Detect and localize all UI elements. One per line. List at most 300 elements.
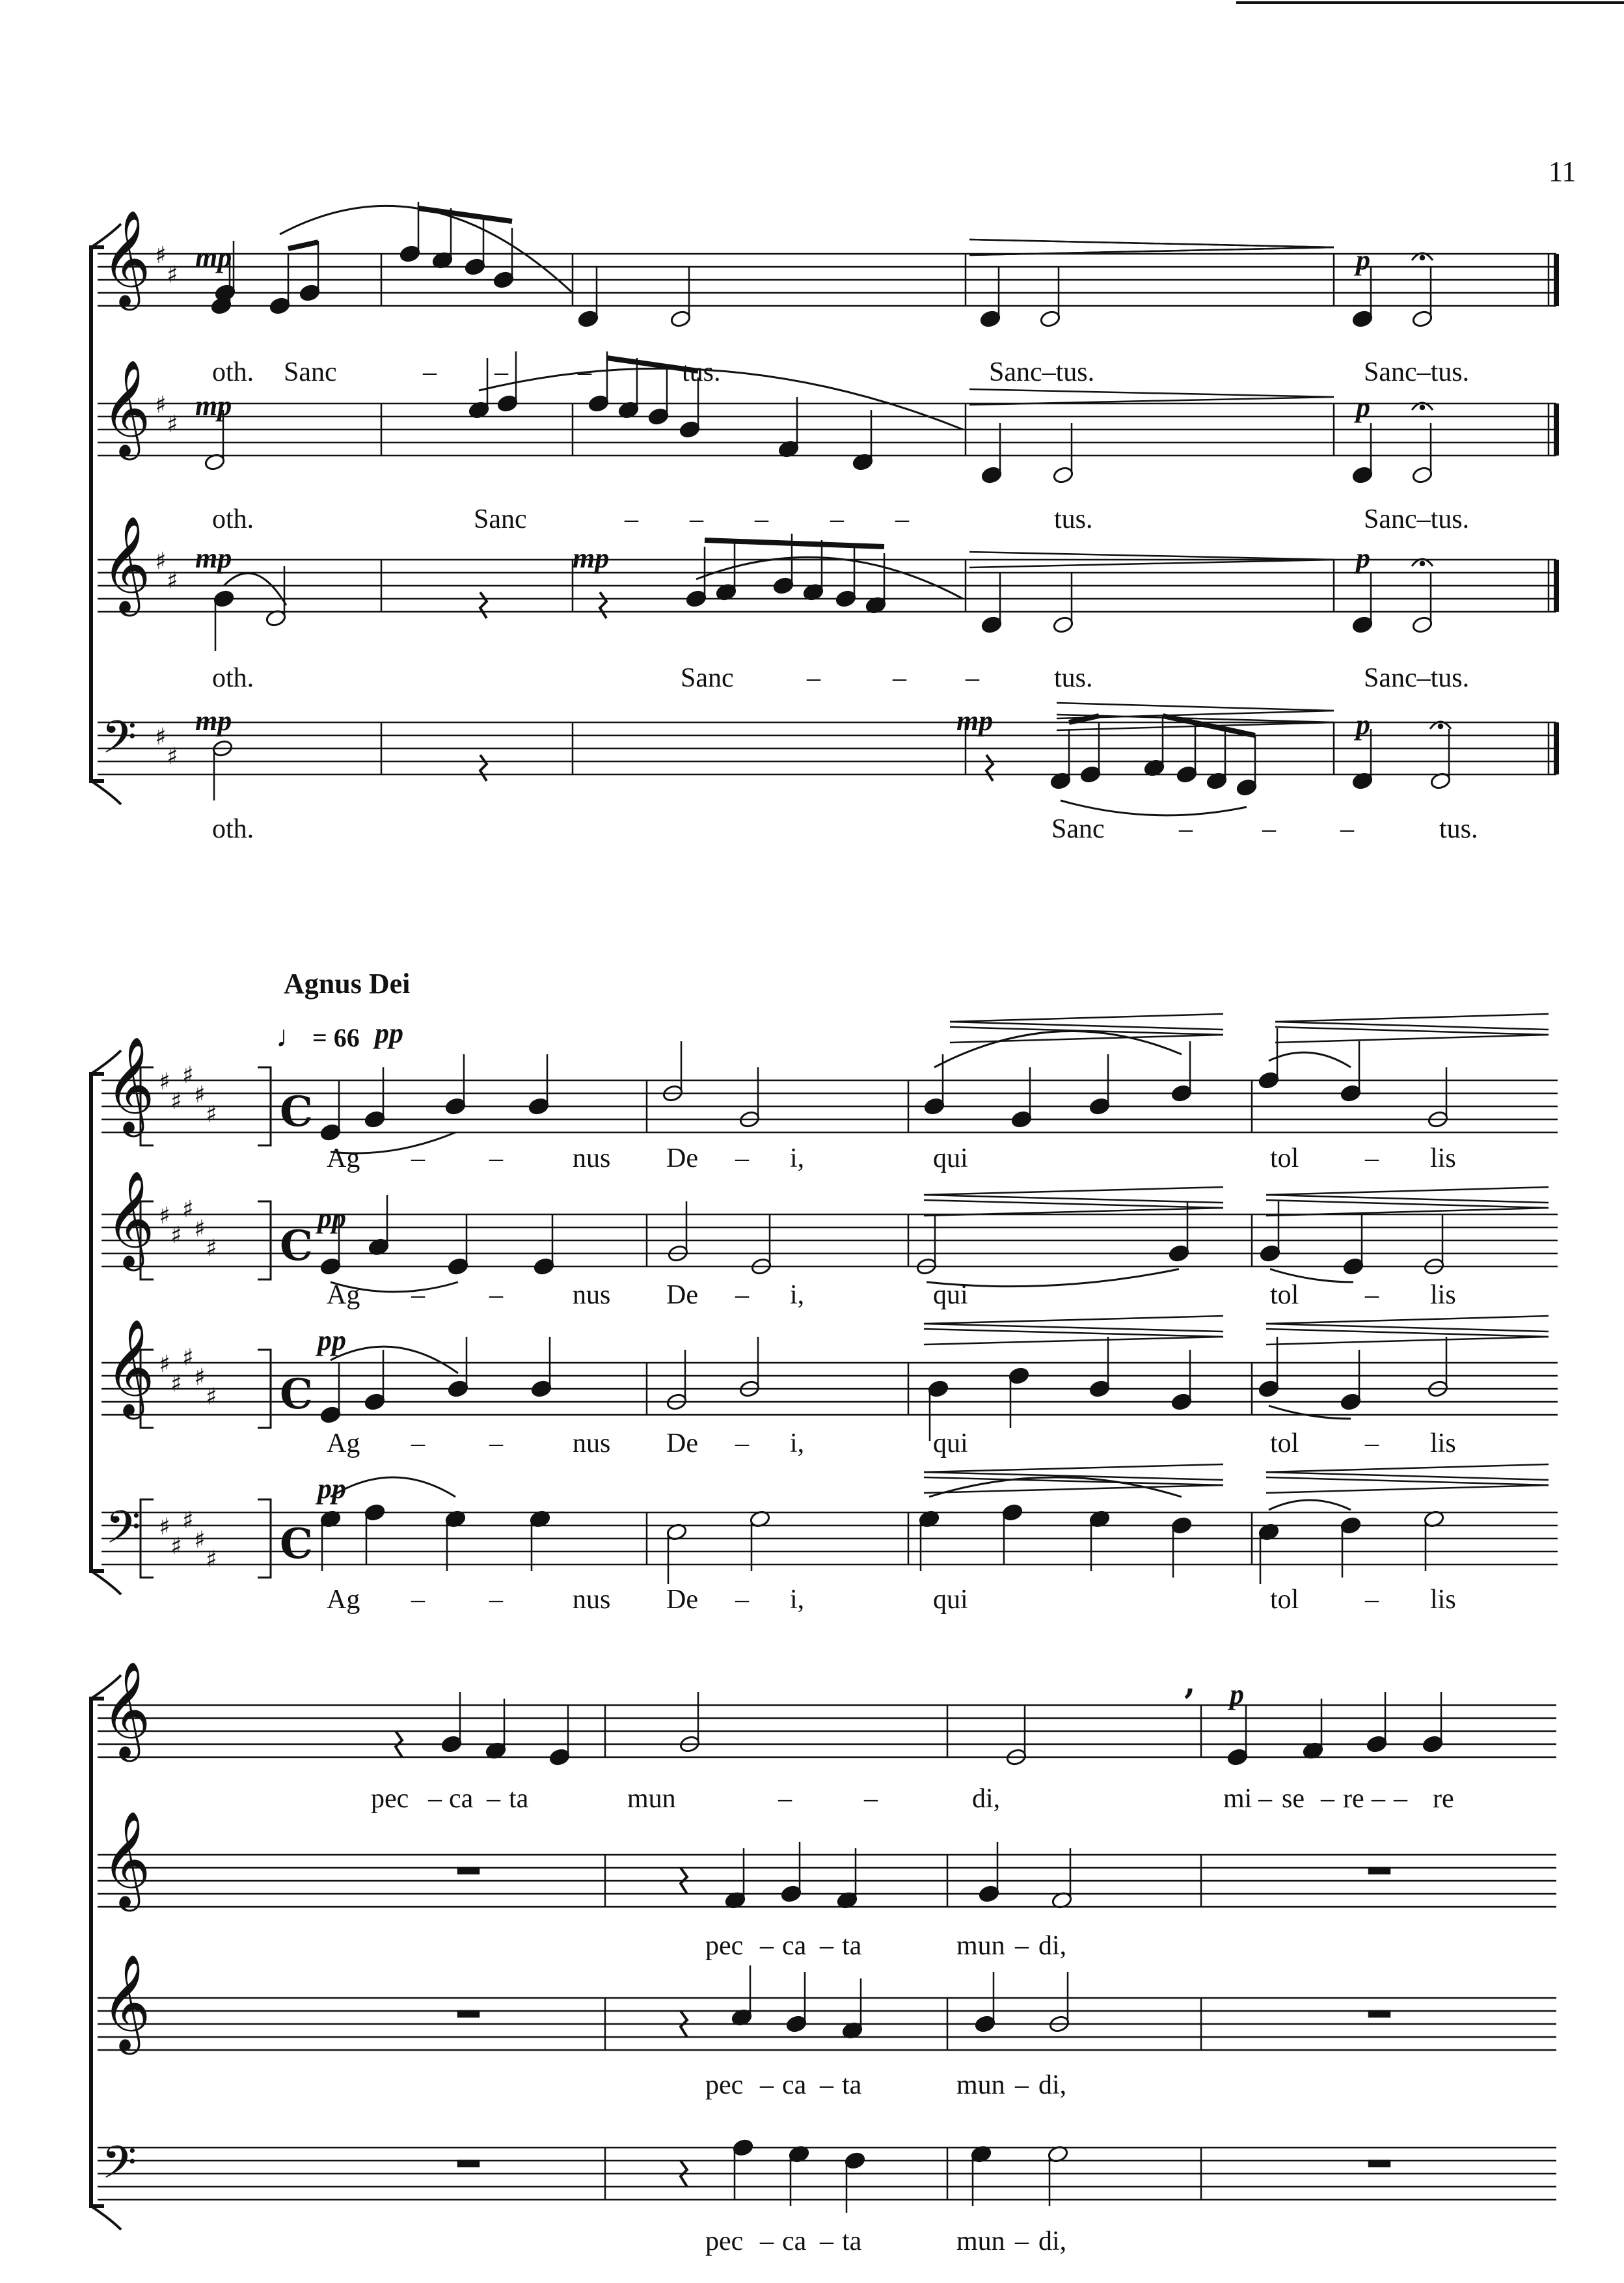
- lyric-syllable: –: [489, 1143, 503, 1173]
- lyric-syllable: Ag: [327, 1585, 360, 1615]
- note-head: [319, 1406, 341, 1424]
- slur: [1269, 1052, 1351, 1067]
- lyric-syllable: re: [1343, 1784, 1364, 1814]
- lyric-syllable: pec: [371, 1784, 409, 1814]
- lyric-syllable: –: [830, 504, 844, 534]
- lyric-syllable: tol: [1270, 1280, 1299, 1310]
- note-head: [1176, 765, 1197, 784]
- system-bracket: [91, 247, 104, 781]
- lyric-syllable: nus: [573, 1280, 611, 1310]
- sharp-sign: ♯: [155, 392, 167, 418]
- note-head: [1411, 466, 1433, 484]
- treble-clef: 𝄞: [105, 1036, 155, 1133]
- sharp-sign: ♯: [182, 1196, 194, 1223]
- note-head: [835, 590, 856, 608]
- lyric-syllable: tol: [1270, 1143, 1299, 1173]
- lyric-syllable: –: [735, 1143, 749, 1173]
- note-head: [213, 590, 234, 608]
- note-head: [1052, 616, 1074, 634]
- note-head: [530, 1380, 552, 1398]
- lyric-syllable: –: [487, 1784, 500, 1814]
- note-head: [269, 297, 290, 315]
- lyric-syllable: –: [820, 2226, 833, 2256]
- treble-clef: 𝄞: [102, 1661, 151, 1758]
- lyric-syllable: –: [864, 1784, 878, 1814]
- slur: [927, 1269, 1179, 1287]
- sharp-sign: ♯: [159, 1203, 170, 1229]
- lyric-syllable: –: [820, 2070, 833, 2100]
- note-head: [732, 2139, 753, 2157]
- sharp-sign: ♯: [155, 242, 167, 269]
- dynamic-mark: mp: [573, 542, 610, 574]
- page-number: 11: [1549, 156, 1577, 187]
- sharp-sign: ♯: [159, 1351, 170, 1378]
- slur: [331, 1132, 455, 1153]
- sharp-sign: ♯: [194, 1364, 206, 1391]
- note-head: [1171, 1393, 1192, 1411]
- quarter-rest: [600, 592, 606, 618]
- note-head: [1340, 1084, 1361, 1102]
- note-head: [979, 310, 1001, 328]
- lyric-syllable: –: [690, 504, 703, 534]
- lyric-syllable: –: [1340, 814, 1354, 844]
- lyric-syllable: ca: [782, 2070, 807, 2100]
- lyric-syllable: –: [411, 1585, 425, 1615]
- lyric-syllable: lis: [1430, 1585, 1456, 1615]
- lyric-syllable: Ag: [327, 1143, 360, 1173]
- lyric-syllable: –: [893, 663, 906, 693]
- note-head: [464, 258, 485, 276]
- quarter-note-icon: ♩: [276, 1020, 306, 1053]
- lyric-syllable: lis: [1430, 1429, 1456, 1458]
- note-head: [974, 2015, 995, 2033]
- note-head: [1171, 1516, 1192, 1535]
- note-head: [1226, 1748, 1248, 1766]
- lyric-syllable: Ag: [327, 1280, 360, 1310]
- treble-clef: 𝄞: [102, 1811, 151, 1907]
- sharp-sign: ♯: [206, 1235, 217, 1262]
- note-head: [923, 1097, 945, 1115]
- sharp-sign: ♯: [170, 1371, 182, 1397]
- hairpin: [969, 552, 1334, 560]
- lyric-syllable: Sanc–tus.: [989, 357, 1095, 387]
- lyric-syllable: –: [760, 2226, 774, 2256]
- lyric-syllable: De: [666, 1280, 698, 1310]
- lyric-syllable: tus.: [1054, 504, 1093, 534]
- sharp-sign: ♯: [167, 262, 178, 288]
- lyric-syllable: Sanc: [284, 357, 337, 387]
- lyric-syllable: re: [1433, 1784, 1454, 1814]
- lyric-syllable: –: [1179, 814, 1193, 844]
- note-head: [588, 394, 609, 413]
- lyric-syllable: mi: [1223, 1784, 1252, 1814]
- lyric-syllable: qui: [933, 1429, 968, 1458]
- lyric-syllable: –: [411, 1280, 425, 1310]
- sharp-sign: ♯: [155, 548, 167, 575]
- note-head: [1351, 616, 1373, 634]
- hairpin: [924, 1187, 1223, 1195]
- quarter-rest: [986, 755, 993, 781]
- lyric-syllable: oth.: [212, 663, 254, 693]
- sharp-sign: ♯: [159, 1069, 170, 1095]
- bracket-hook: [91, 1571, 121, 1594]
- slur: [331, 1477, 455, 1497]
- note-head: [493, 271, 514, 289]
- sharp-sign: ♯: [170, 1088, 182, 1115]
- lyric-syllable: –: [807, 663, 820, 693]
- note-head: [1258, 1071, 1279, 1089]
- lyric-syllable: ca: [449, 1784, 474, 1814]
- lyric-syllable: ta: [842, 2070, 862, 2100]
- whole-rest: [1369, 2011, 1390, 2017]
- lyric-syllable: nus: [573, 1585, 611, 1615]
- dynamic-mark: mp: [956, 705, 994, 737]
- treble-clef: 𝄞: [102, 1954, 151, 2051]
- lyric-syllable: Sanc: [1051, 814, 1105, 844]
- note-head: [772, 577, 794, 595]
- sharp-sign: ♯: [194, 1216, 206, 1242]
- dynamic-mark: p: [1356, 391, 1370, 423]
- slur: [224, 573, 286, 605]
- note-head: [1340, 1516, 1361, 1535]
- hairpin: [1266, 1485, 1549, 1493]
- treble-clef: 𝄞: [105, 1319, 155, 1415]
- sharp-sign: ♯: [170, 1533, 182, 1560]
- note-head: [1008, 1367, 1029, 1385]
- slur: [331, 1282, 458, 1292]
- lyric-syllable: –: [1365, 1585, 1379, 1615]
- note-head: [364, 1110, 385, 1128]
- sharp-sign: ♯: [182, 1062, 194, 1089]
- lyric-syllable: –: [489, 1280, 503, 1310]
- lyric-syllable: Sanc–tus.: [1364, 663, 1470, 693]
- tempo-value: = 66: [312, 1023, 360, 1052]
- hairpin: [924, 1464, 1223, 1472]
- note-head: [1259, 1244, 1280, 1263]
- treble-clef: 𝄞: [105, 1170, 155, 1267]
- note-head: [780, 1885, 802, 1903]
- lyric-syllable: –: [428, 1784, 442, 1814]
- slur: [1269, 1406, 1351, 1419]
- note-head: [670, 310, 691, 328]
- lyric-syllable: –: [578, 357, 591, 387]
- note-head: [1039, 310, 1061, 328]
- slur: [1270, 1269, 1353, 1282]
- lyric-syllable: –: [411, 1143, 425, 1173]
- sharp-sign: ♯: [194, 1082, 206, 1108]
- quarter-rest: [480, 755, 487, 781]
- bracket-hook: [91, 781, 121, 804]
- slur: [696, 557, 963, 599]
- bracket-hook: [91, 2206, 121, 2230]
- lyric-syllable: –: [760, 1931, 774, 1961]
- hairpin: [1266, 1316, 1549, 1324]
- sharp-sign: ♯: [159, 1514, 170, 1540]
- fermata-dot: [1439, 724, 1442, 728]
- lyric-syllable: lis: [1430, 1280, 1456, 1310]
- whole-rest: [458, 1868, 479, 1874]
- lyric-syllable: qui: [933, 1585, 968, 1615]
- lyric-syllable: –: [820, 1931, 833, 1961]
- lyric-syllable: lis: [1430, 1143, 1456, 1173]
- lyric-syllable: –: [1262, 814, 1276, 844]
- note-head: [440, 1735, 462, 1753]
- lyric-syllable: Sanc–tus.: [1364, 504, 1470, 534]
- note-head: [1052, 466, 1074, 484]
- system-bracket: [91, 1074, 104, 1571]
- sharp-sign: ♯: [155, 724, 167, 750]
- slur: [331, 1347, 458, 1373]
- note-head: [1168, 1244, 1189, 1263]
- bass-clef: 𝄢: [102, 2136, 137, 2200]
- lyric-syllable: –: [1015, 2070, 1029, 2100]
- note-head: [1411, 310, 1433, 328]
- lyric-syllable: Sanc: [474, 504, 527, 534]
- note-head: [444, 1097, 466, 1115]
- whole-rest: [458, 2011, 479, 2017]
- lyric-syllable: di,: [972, 1784, 1001, 1814]
- lyric-syllable: ca: [782, 2226, 807, 2256]
- note-head: [399, 245, 420, 263]
- note-head: [981, 616, 1002, 634]
- lyric-syllable: tol: [1270, 1585, 1299, 1615]
- beam: [288, 242, 318, 249]
- lyric-syllable: –: [760, 2070, 774, 2100]
- lyric-syllable: –: [1015, 2226, 1029, 2256]
- hairpin: [969, 560, 1334, 567]
- note-head: [364, 1503, 385, 1522]
- note-head: [496, 394, 518, 413]
- note-head: [1340, 1393, 1361, 1411]
- hairpin: [969, 239, 1334, 247]
- lyric-syllable: –: [494, 357, 508, 387]
- note-head: [1351, 466, 1373, 484]
- lyric-syllable: mun: [956, 2226, 1005, 2256]
- note-head: [447, 1257, 468, 1276]
- dynamic-mark: pp: [318, 1324, 346, 1356]
- hairpin: [1275, 1035, 1549, 1043]
- sharp-sign: ♯: [206, 1101, 217, 1128]
- sharp-sign: ♯: [206, 1384, 217, 1410]
- lyric-syllable: qui: [933, 1280, 968, 1310]
- lyric-syllable: tus.: [1054, 663, 1093, 693]
- lyric-syllable: –: [735, 1429, 749, 1458]
- lyric-syllable: tol: [1270, 1429, 1299, 1458]
- quarter-rest: [480, 592, 487, 618]
- bass-clef: 𝄢: [105, 1501, 141, 1565]
- system-bracket: [91, 1699, 104, 2206]
- note-head: [1010, 1110, 1032, 1128]
- lyric-syllable: –: [1365, 1429, 1379, 1458]
- lyric-syllable: mun: [956, 1931, 1005, 1961]
- sharp-sign: ♯: [167, 411, 178, 438]
- note-head: [1089, 1097, 1110, 1115]
- note-head: [577, 310, 599, 328]
- time-signature: C: [280, 1520, 313, 1568]
- lyric-syllable: De: [666, 1143, 698, 1173]
- hairpin: [924, 1316, 1223, 1324]
- dynamic-mark: pp: [375, 1017, 403, 1049]
- note-head: [1089, 1380, 1110, 1398]
- fermata-dot: [1420, 256, 1424, 260]
- whole-rest: [1369, 2161, 1390, 2167]
- whole-rest: [458, 2161, 479, 2167]
- hairpin: [1266, 1187, 1549, 1195]
- lyric-syllable: ta: [842, 1931, 862, 1961]
- lyric-syllable: –: [1258, 1784, 1272, 1814]
- sharp-sign: ♯: [170, 1222, 182, 1249]
- dynamic-mark: mp: [195, 390, 232, 422]
- sharp-sign: ♯: [182, 1507, 194, 1534]
- note-head: [1366, 1735, 1387, 1753]
- lyric-syllable: –: [1365, 1280, 1379, 1310]
- beam: [705, 540, 884, 547]
- lyric-syllable: pec: [705, 2070, 744, 2100]
- treble-clef: 𝄞: [102, 359, 151, 456]
- lyric-syllable: oth.: [212, 814, 254, 844]
- lyric-syllable: –: [489, 1585, 503, 1615]
- time-signature: C: [280, 1370, 313, 1419]
- note-head: [1342, 1257, 1364, 1276]
- dynamic-mark: p: [1356, 244, 1370, 276]
- note-head: [981, 466, 1002, 484]
- lyric-syllable: mun: [956, 2070, 1005, 2100]
- lyric-syllable: –: [895, 504, 909, 534]
- time-signature: C: [280, 1222, 313, 1270]
- bass-clef: 𝄢: [102, 711, 137, 774]
- note-head: [1411, 616, 1433, 634]
- lyric-syllable: Ag: [327, 1429, 360, 1458]
- lyric-syllable: nus: [573, 1143, 611, 1173]
- hairpin: [950, 1014, 1223, 1022]
- lyric-syllable: oth.: [212, 504, 254, 534]
- breath-mark: ,: [1184, 1663, 1196, 1701]
- lyric-syllable: di,: [1038, 2226, 1067, 2256]
- slur: [479, 368, 963, 430]
- lyric-syllable: oth.: [212, 357, 254, 387]
- note-head: [364, 1393, 385, 1411]
- fermata-dot: [1420, 405, 1424, 409]
- note-head: [785, 2015, 807, 2033]
- note-head: [548, 1748, 570, 1766]
- note-head: [1258, 1380, 1279, 1398]
- lyric-syllable: tus.: [682, 357, 721, 387]
- lyric-syllable: –: [778, 1784, 792, 1814]
- lyric-syllable: Sanc–tus.: [1364, 357, 1470, 387]
- hairpin: [969, 389, 1334, 397]
- lyric-syllable: i,: [790, 1585, 805, 1615]
- note-head: [528, 1097, 549, 1115]
- hairpin: [1275, 1014, 1549, 1022]
- lyric-syllable: –: [735, 1280, 749, 1310]
- lyric-syllable: pec: [705, 2226, 744, 2256]
- note-head: [685, 590, 707, 608]
- note-head: [1236, 778, 1257, 797]
- note-head: [1351, 310, 1373, 328]
- treble-clef: 𝄞: [102, 210, 151, 307]
- lyric-syllable: ca: [782, 1931, 807, 1961]
- note-head: [679, 420, 700, 439]
- lyric-syllable: –: [1394, 1784, 1407, 1814]
- note-head: [299, 284, 320, 302]
- lyric-syllable: –: [625, 504, 638, 534]
- hairpin: [1266, 1464, 1549, 1472]
- lyric-syllable: Sanc: [681, 663, 734, 693]
- lyric-syllable: –: [423, 357, 437, 387]
- note-head: [447, 1380, 468, 1398]
- dynamic-mark: p: [1230, 1678, 1244, 1710]
- lyric-syllable: De: [666, 1429, 698, 1458]
- lyric-syllable: –: [1365, 1143, 1379, 1173]
- lyric-syllable: –: [755, 504, 768, 534]
- lyric-syllable: –: [411, 1429, 425, 1458]
- dynamic-mark: mp: [195, 705, 232, 737]
- note-head: [319, 1123, 341, 1142]
- sharp-sign: ♯: [167, 743, 178, 770]
- lyric-syllable: i,: [790, 1143, 805, 1173]
- hairpin: [1057, 703, 1334, 711]
- fermata-dot: [1420, 562, 1424, 566]
- lyric-syllable: i,: [790, 1280, 805, 1310]
- dynamic-mark: p: [1356, 542, 1370, 574]
- hairpin: [1266, 1337, 1549, 1345]
- dynamic-mark: mp: [195, 241, 232, 273]
- section-title: Agnus Dei: [284, 968, 411, 1000]
- note-head: [1001, 1503, 1023, 1522]
- note-head: [647, 407, 669, 426]
- hairpin: [924, 1337, 1223, 1345]
- time-signature: C: [280, 1087, 313, 1136]
- beam: [418, 208, 512, 221]
- lyric-syllable: di,: [1038, 2070, 1067, 2100]
- lyric-syllable: i,: [790, 1429, 805, 1458]
- note-head: [1079, 765, 1101, 784]
- sharp-sign: ♯: [182, 1345, 194, 1371]
- whole-rest: [1369, 1868, 1390, 1874]
- lyric-syllable: tus.: [1439, 814, 1478, 844]
- dynamic-mark: mp: [195, 542, 232, 574]
- lyric-syllable: qui: [933, 1143, 968, 1173]
- lyric-syllable: nus: [573, 1429, 611, 1458]
- lyric-syllable: –: [1321, 1784, 1334, 1814]
- lyric-syllable: –: [966, 663, 979, 693]
- slur: [1061, 800, 1247, 815]
- note-head: [1422, 1735, 1443, 1753]
- lyric-syllable: ta: [509, 1784, 529, 1814]
- lyric-syllable: –: [735, 1585, 749, 1615]
- lyric-syllable: –: [489, 1429, 503, 1458]
- lyric-syllable: ta: [842, 2226, 862, 2256]
- lyric-syllable: pec: [705, 1931, 744, 1961]
- note-head: [978, 1885, 999, 1903]
- treble-clef: 𝄞: [102, 515, 151, 612]
- lyric-syllable: De: [666, 1585, 698, 1615]
- sharp-sign: ♯: [167, 567, 178, 594]
- dynamic-mark: pp: [318, 1202, 346, 1234]
- note-head: [927, 1380, 949, 1398]
- lyric-syllable: di,: [1038, 1931, 1067, 1961]
- sharp-sign: ♯: [206, 1546, 217, 1573]
- sharp-sign: ♯: [194, 1527, 206, 1553]
- lyric-syllable: mun: [627, 1784, 676, 1814]
- lyric-syllable: –: [1015, 1931, 1029, 1961]
- dynamic-mark: pp: [318, 1473, 346, 1505]
- note-head: [1171, 1084, 1192, 1102]
- note-head: [844, 2152, 865, 2170]
- hairpin: [950, 1035, 1223, 1043]
- slur: [1269, 1500, 1351, 1510]
- dynamic-mark: p: [1356, 709, 1370, 741]
